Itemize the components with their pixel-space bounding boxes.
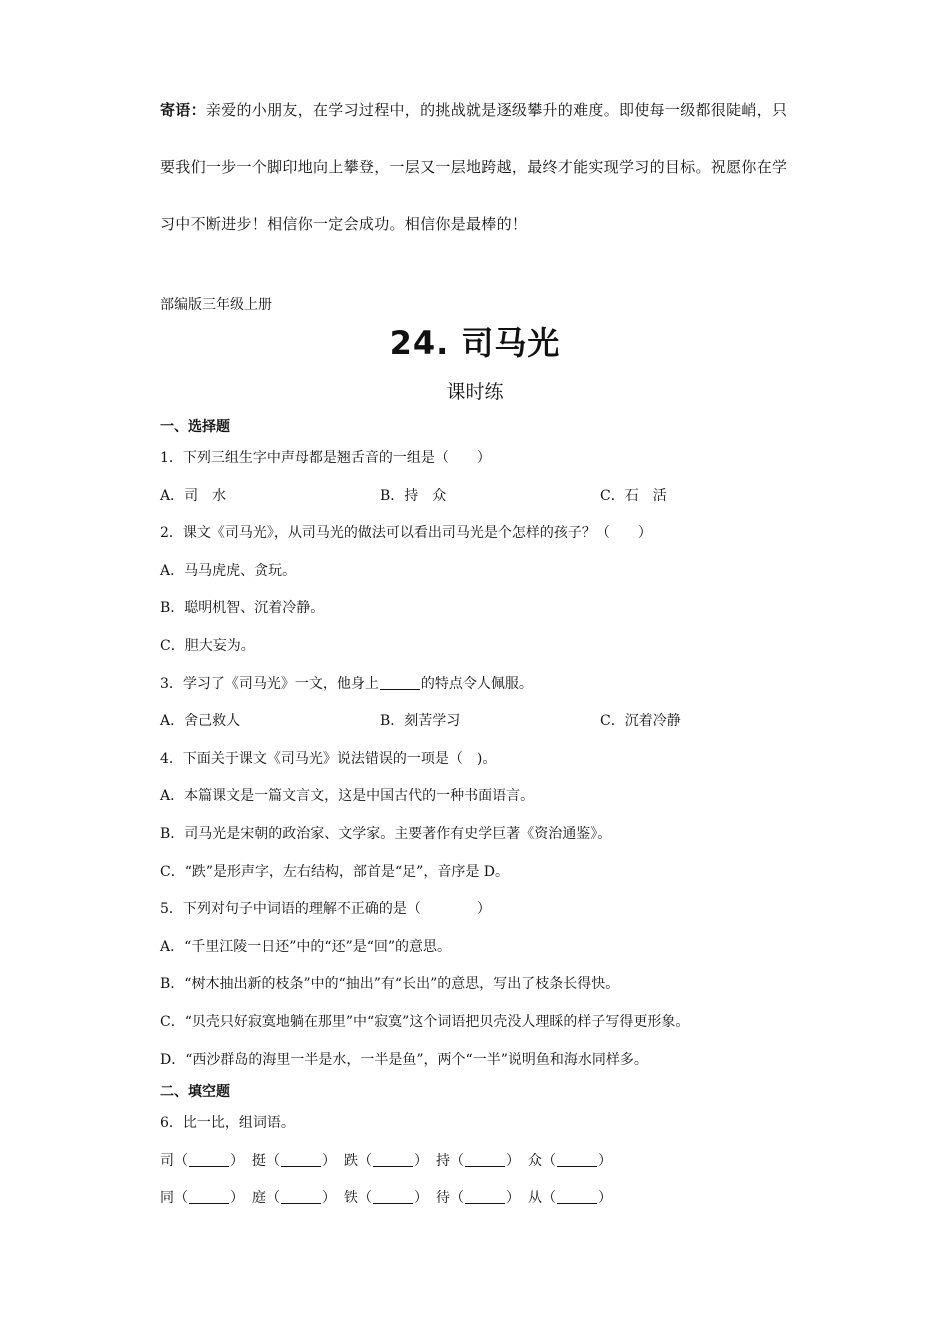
q3-answer-blank[interactable] xyxy=(380,675,420,690)
q1-option-a[interactable]: A．司 水 xyxy=(160,487,227,504)
q6-blank[interactable] xyxy=(465,1189,505,1204)
q6-char: 庭 xyxy=(252,1190,266,1207)
q2-option-b[interactable]: B．聪明机智、沉着冷静。 xyxy=(160,600,325,617)
q6-char: 同 xyxy=(160,1190,174,1207)
q6-blank[interactable] xyxy=(373,1152,413,1167)
q4-stem: 4．下面关于课文《司马光》说法错误的一项是（ )。 xyxy=(160,750,497,767)
section-heading-fill: 二、填空题 xyxy=(160,1084,230,1101)
q4-option-a[interactable]: A．本篇课文是一篇文言文，这是中国古代的一种书面语言。 xyxy=(160,788,535,805)
q6-cell: 司（ ） xyxy=(160,1152,244,1169)
q3-stem-after: 的特点令人佩服。 xyxy=(420,675,533,692)
lesson-subtitle: 课时练 xyxy=(446,381,504,403)
q6-cell: 跌（ ） xyxy=(344,1152,428,1169)
q6-char: 挺 xyxy=(252,1152,266,1169)
q5-stem: 5．下列对句子中词语的理解不正确的是（ ） xyxy=(160,901,491,918)
q2-option-a[interactable]: A．马马虎虎、贪玩。 xyxy=(160,562,297,579)
q6-cell: 待（ ） xyxy=(436,1190,520,1207)
q6-stem: 6．比一比，组词语。 xyxy=(160,1115,295,1132)
q6-blank[interactable] xyxy=(281,1152,321,1167)
q6-char: 从 xyxy=(528,1190,542,1207)
q6-cell: 持（ ） xyxy=(436,1152,520,1169)
q3-options xyxy=(160,703,800,741)
q6-blank[interactable] xyxy=(281,1189,321,1204)
q6-cell: 挺（ ） xyxy=(252,1152,336,1169)
q6-row-2 xyxy=(160,1180,800,1218)
intro-label: 寄语： xyxy=(160,101,206,119)
q6-char: 持 xyxy=(436,1152,450,1169)
q2-stem: 2．课文《司马光》，从司马光的做法可以看出司马光是个怎样的孩子？（ ） xyxy=(160,525,652,542)
q6-row-1 xyxy=(160,1143,800,1181)
q3-stem-before: 3．学习了《司马光》一文，他身上 xyxy=(160,675,379,692)
q1-option-c[interactable]: C．石 活 xyxy=(600,487,667,504)
q6-char: 跌 xyxy=(344,1152,358,1169)
q1-options xyxy=(160,478,800,516)
q6-cell: 从（ ） xyxy=(528,1190,612,1207)
q3-option-c[interactable]: C．沉着冷静 xyxy=(600,713,681,730)
lesson-title: 24. 司马光 xyxy=(389,324,561,362)
q6-blank[interactable] xyxy=(189,1189,229,1204)
q5-option-b[interactable]: B．“树木抽出新的枝条”中的“抽出”有“长出”的意思，写出了枝条长得快。 xyxy=(160,976,620,993)
q6-cell: 众（ ） xyxy=(528,1152,612,1169)
q3-option-a[interactable]: A．舍己救人 xyxy=(160,713,241,730)
q6-cell: 铁（ ） xyxy=(344,1190,428,1207)
q6-blank[interactable] xyxy=(465,1152,505,1167)
q5-option-c[interactable]: C．“贝壳只好寂寞地躺在那里”中“寂寞”这个词语把贝壳没人理睬的样子写得更形象。 xyxy=(160,1013,690,1030)
q4-option-c[interactable]: C．“跌”是形声字，左右结构，部首是“足”，音序是 D。 xyxy=(160,863,510,880)
section-heading-choice: 一、选择题 xyxy=(160,419,230,435)
q6-cell: 同（ ） xyxy=(160,1190,244,1207)
q1-stem: 1．下列三组生字中声母都是翘舌音的一组是（ ） xyxy=(160,450,491,466)
q2-option-c[interactable]: C．胆大妄为。 xyxy=(160,637,255,654)
q3-stem xyxy=(160,666,800,704)
grade-label: 部编版三年级上册 xyxy=(160,297,272,313)
q6-char: 铁 xyxy=(344,1190,358,1207)
q6-blank[interactable] xyxy=(373,1189,413,1204)
q1-option-b[interactable]: B．持 众 xyxy=(380,487,447,504)
q4-option-b[interactable]: B．司马光是宋朝的政治家、文学家。主要著作有史学巨著《资治通鉴》。 xyxy=(160,825,612,842)
q6-blank[interactable] xyxy=(189,1152,229,1167)
q6-char: 司 xyxy=(160,1152,174,1169)
intro-paragraph xyxy=(160,82,800,253)
q6-blank[interactable] xyxy=(557,1189,597,1204)
q6-char: 众 xyxy=(528,1152,542,1169)
q3-option-b[interactable]: B．刻苦学习 xyxy=(380,713,461,730)
questions xyxy=(160,414,800,1218)
q6-char: 待 xyxy=(436,1190,450,1207)
q5-option-a[interactable]: A．“千里江陵一日还”中的“还”是“回”的意思。 xyxy=(160,938,452,955)
intro-text: 亲爱的小朋友，在学习过程中，的挑战就是逐级攀升的难度。即使每一级都很陡峭，只要我们一步一个脚印地向上攀登，一层又一层地跨越，最终才能实现学习的目标。祝愿你在学习中不断进步！相信你一定会成功。相信你是最棒的！ xyxy=(160,101,788,233)
q6-cell: 庭（ ） xyxy=(252,1190,336,1207)
q6-blank[interactable] xyxy=(557,1152,597,1167)
q5-option-d[interactable]: D．“西沙群岛的海里一半是水，一半是鱼”，两个“一半”说明鱼和海水同样多。 xyxy=(160,1051,648,1068)
